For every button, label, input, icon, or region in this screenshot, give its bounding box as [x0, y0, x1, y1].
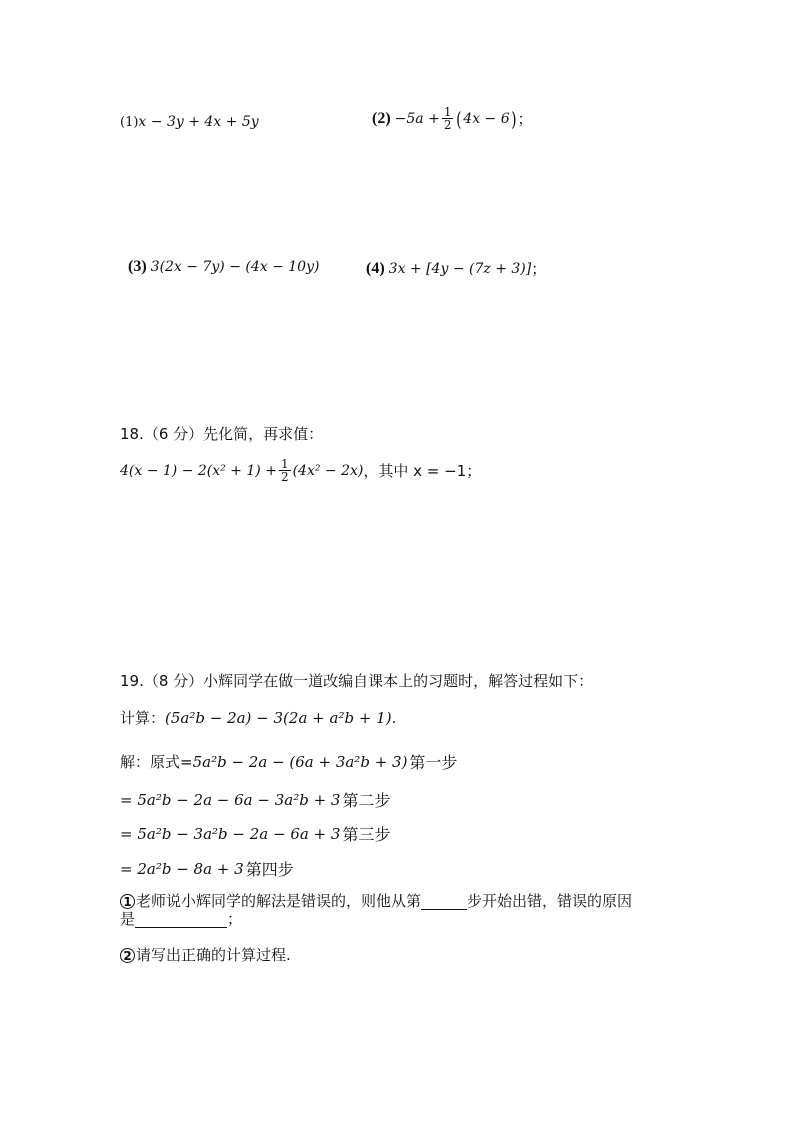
question-text: 是: [120, 910, 136, 928]
punctuation: ；: [227, 910, 243, 928]
solution-step-1: [120, 750, 457, 773]
circled-number: 2: [120, 948, 135, 963]
solution-step-4: [120, 857, 294, 880]
step-expression: = 2a²b − 8a + 3: [120, 859, 244, 878]
right-paren: ): [510, 106, 517, 131]
answer-blank-step[interactable]: [421, 893, 467, 910]
problem-18-heading: 18.（6 分）先化简，再求值：: [120, 425, 324, 443]
problem-19-heading: 19.（8 分）小辉同学在做一道改编自课本上的习题时，解答过程如下：: [120, 672, 594, 690]
left-paren: (: [456, 106, 463, 131]
solution-step-3: [120, 822, 391, 845]
step-note: 第二步: [342, 791, 391, 810]
math-expression-inner: 4x − 6: [463, 110, 510, 127]
problem-17-part-1: [120, 114, 259, 130]
step-expression: = 5a²b − 2a − 6a − 3a²b + 3: [120, 790, 341, 809]
answer-blank-reason[interactable]: [135, 911, 227, 928]
step-note: 第一步: [409, 753, 458, 772]
problem-17-part-2: [372, 106, 532, 131]
question-2: [120, 944, 291, 965]
fraction-numerator: 1: [443, 105, 452, 119]
step-note: 第四步: [245, 860, 294, 879]
fraction: [442, 106, 454, 131]
problem-17-part-3: [128, 258, 319, 276]
math-expression-pre: 4(x − 1) − 2(x² + 1) +: [120, 462, 277, 479]
step-expression: 5a²b − 2a − (6a + 3a²b + 3): [192, 752, 408, 771]
question-text: 请写出正确的计算过程.: [136, 946, 291, 964]
punctuation: ；: [531, 260, 547, 278]
math-expression-pre: −5a +: [394, 110, 440, 127]
question-text: 老师说小辉同学的解法是错误的，则他从第: [136, 892, 422, 910]
part-label: (2): [372, 109, 391, 127]
step-expression: = 5a²b − 3a²b − 2a − 6a + 3: [120, 824, 341, 843]
punctuation: ；: [517, 110, 533, 128]
calc-expression: (5a²b − 2a) − 3(2a + a²b + 1): [165, 708, 392, 727]
fraction: [279, 458, 291, 483]
fraction-numerator: 1: [280, 457, 289, 471]
part-label: (1): [120, 114, 139, 130]
math-expression: 3x + [4y − (7z + 3)]: [388, 260, 532, 277]
problem-19-calc-line: [120, 707, 396, 728]
fraction-denominator: 2: [443, 118, 452, 132]
calc-label: 计算：: [120, 709, 166, 727]
math-expression: 3(2x − 7y) − (4x − 10y): [150, 259, 320, 275]
condition-text: ，其中 x = −1；: [363, 462, 482, 480]
solution-label: 解：原式=: [120, 753, 193, 771]
punctuation: .: [391, 708, 397, 727]
question-text: 步开始出错，错误的原因: [467, 892, 633, 910]
fraction-denominator: 2: [280, 470, 289, 484]
step-note: 第三步: [342, 825, 391, 844]
part-label: (3): [128, 258, 147, 275]
question-1: [120, 892, 632, 928]
solution-step-2: [120, 788, 391, 811]
problem-18-expression: [120, 458, 481, 483]
math-expression: x − 3y + 4x + 5y: [138, 114, 259, 130]
part-label: (4): [366, 259, 385, 277]
math-expression-post: (4x² − 2x): [292, 462, 364, 479]
circled-number: 1: [120, 894, 135, 909]
problem-17-part-4: [366, 258, 546, 279]
